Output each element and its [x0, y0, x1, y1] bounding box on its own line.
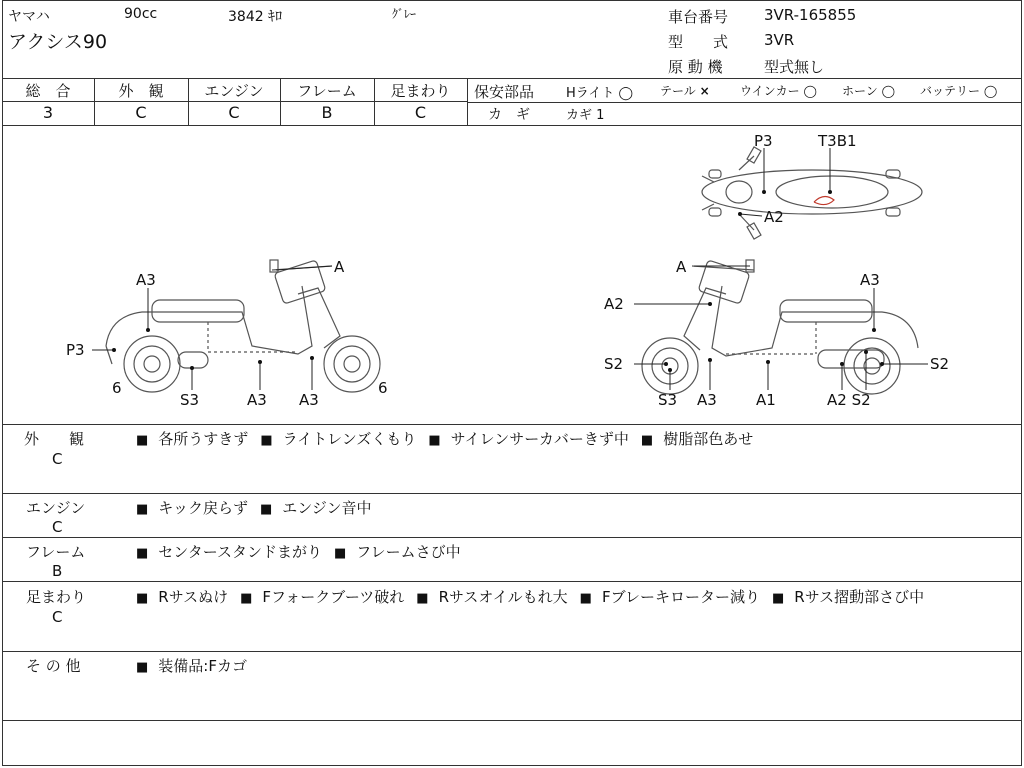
- remark-category-exterior: 外 観: [24, 430, 85, 448]
- engine-type-label: 原 動 機: [668, 58, 723, 76]
- frame-no: 3VR-165855: [764, 6, 857, 24]
- label-right-s3: S3: [658, 391, 678, 409]
- model-type: 3VR: [764, 31, 795, 49]
- remark-category-frame: フレーム: [26, 543, 86, 561]
- color: ｸﾞﾚｰ: [392, 7, 417, 21]
- displacement: 90cc: [124, 6, 158, 22]
- remark-items-frame: ■ センタースタンドまがり■ フレームさび中: [136, 541, 473, 562]
- grade-suspension-value: C: [414, 103, 427, 122]
- remark-items-other: ■ 装備品:Fカゴ: [136, 655, 247, 676]
- label-right-s2-rear: S2: [930, 355, 950, 373]
- remark-category-engine: エンジン: [26, 499, 86, 517]
- safety-item-battery: バッテリー ◯: [920, 84, 998, 98]
- frame-no-label: 車台番号: [668, 8, 729, 26]
- label-left-a: A: [334, 258, 345, 276]
- grade-exterior-value: C: [135, 103, 147, 122]
- remark-items-engine: ■ キック戻らず■ エンジン音中: [136, 497, 384, 518]
- grade-frame-label: フレーム: [297, 82, 357, 100]
- engine-type: 型式無し: [764, 58, 825, 76]
- label-right-a2-s2: A2 S2: [827, 391, 871, 409]
- remark-category-other: そ の 他: [26, 657, 81, 675]
- label-left-p3: P3: [66, 341, 85, 359]
- grade-suspension-label: 足まわり: [390, 82, 451, 100]
- grade-overall-label: 総 合: [25, 82, 71, 100]
- remark-grade-suspension: C: [52, 608, 63, 626]
- label-left-a3-front: A3: [299, 391, 319, 409]
- label-left-6-front: 6: [378, 379, 388, 397]
- model-type-label: 型 式: [668, 33, 729, 51]
- safety-item-tail: テール ×: [660, 84, 710, 98]
- remark-items-suspension: ■ Rサスぬけ■ Fフォークブーツ破れ■ Rサスオイルもれ大■ Fブレーキローター減り■ Rサス摺動部さび中: [136, 586, 1016, 610]
- safety-item-horn: ホーン ◯: [842, 84, 896, 98]
- label-left-a3-floor: A3: [247, 391, 267, 409]
- label-right-a2-front: A2: [604, 295, 624, 313]
- grade-engine-label: エンジン: [204, 82, 264, 100]
- label-left-s3: S3: [180, 391, 200, 409]
- safety-item-headlight: Hライト ◯: [566, 86, 634, 101]
- label-right-a3: A3: [697, 391, 717, 409]
- label-left-a3-seat: A3: [136, 271, 156, 289]
- model-name: アクシス90: [8, 31, 108, 53]
- remark-items-exterior: ■ 各所うすきず■ ライトレンズくもり■ サイレンサーカバーきず中■ 樹脂部色あせ: [136, 428, 765, 449]
- label-top-t3b1: T3B1: [818, 132, 857, 150]
- label-right-a: A: [676, 258, 687, 276]
- scooter-top-view: [702, 147, 922, 239]
- scooter-diagram: [2, 126, 1022, 424]
- remark-grade-engine: C: [52, 518, 63, 536]
- safety-label: 保安部品: [474, 83, 535, 101]
- maker: ヤマハ: [8, 9, 50, 25]
- label-top-a2: A2: [764, 208, 784, 226]
- mileage: 3842 ｷﾛ: [228, 9, 283, 25]
- label-top-p3: P3: [754, 132, 773, 150]
- label-left-6-rear: 6: [112, 379, 122, 397]
- grade-exterior-label: 外 観: [118, 82, 164, 100]
- remark-category-suspension: 足まわり: [26, 588, 87, 606]
- key-label: カ ギ: [488, 107, 530, 123]
- key-value: カギ 1: [566, 108, 605, 123]
- remark-grade-exterior: C: [52, 450, 63, 468]
- label-right-a3: A3: [860, 271, 880, 289]
- safety-item-winker: ウインカー ◯: [740, 84, 817, 98]
- grade-frame-value: B: [321, 103, 333, 122]
- grade-engine-value: C: [228, 103, 240, 122]
- label-right-s2-front: S2: [604, 355, 624, 373]
- remark-grade-frame: B: [52, 562, 63, 580]
- grade-overall-value: 3: [42, 103, 54, 122]
- label-right-a1: A1: [756, 391, 776, 409]
